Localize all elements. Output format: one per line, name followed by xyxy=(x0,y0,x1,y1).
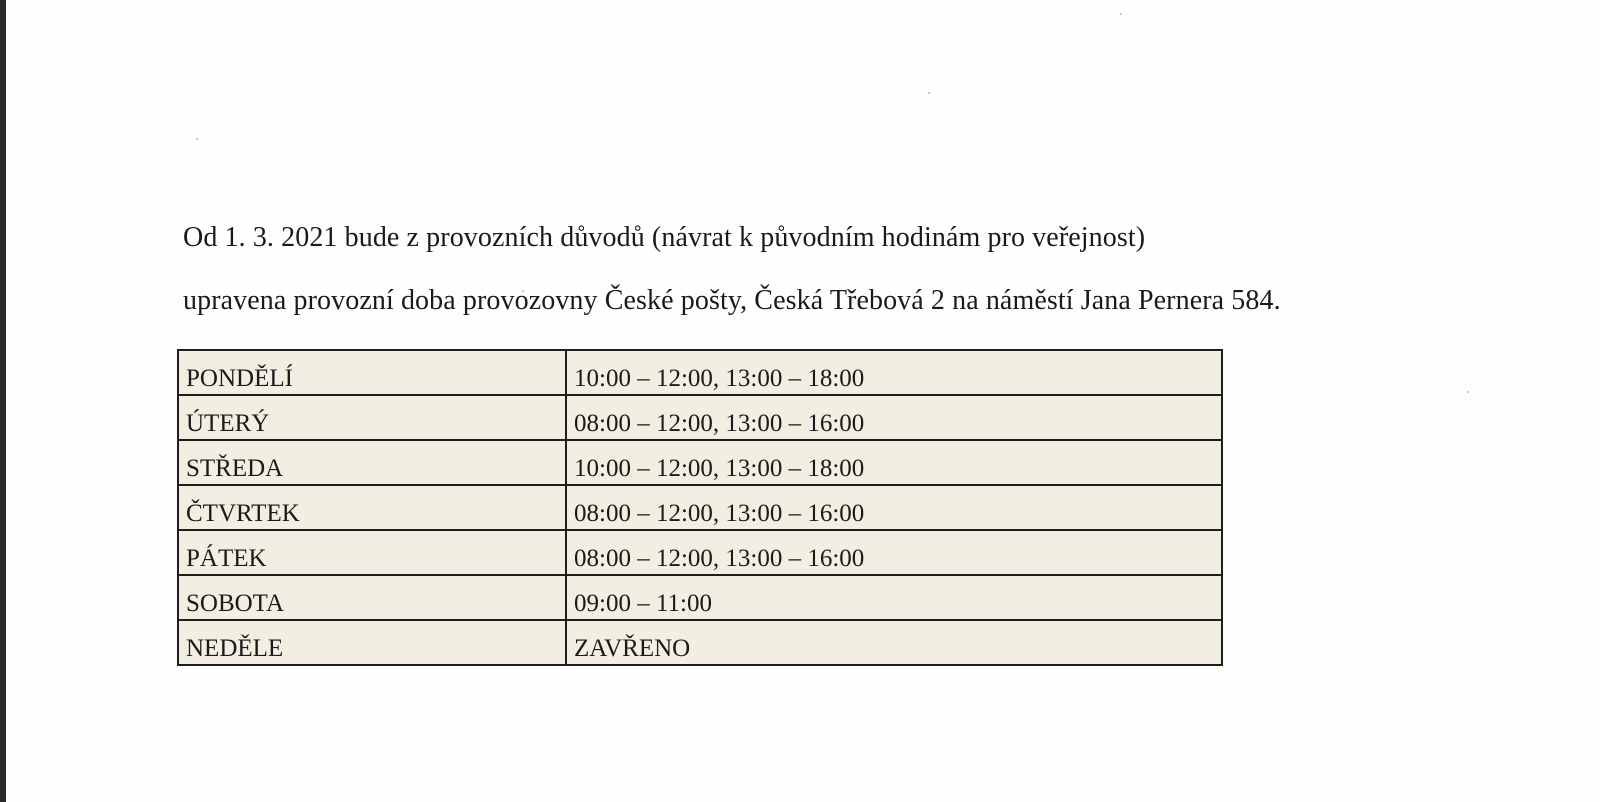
day-cell: ÚTERÝ xyxy=(178,395,566,440)
table-row xyxy=(178,485,1222,530)
hours-cell: 10:00 – 12:00, 13:00 – 18:00 xyxy=(566,440,1222,485)
table-row xyxy=(178,530,1222,575)
day-cell: STŘEDA xyxy=(178,440,566,485)
hours-cell: 08:00 – 12:00, 13:00 – 16:00 xyxy=(566,395,1222,440)
opening-hours-table xyxy=(177,349,1223,666)
day-cell: SOBOTA xyxy=(178,575,566,620)
scan-speck xyxy=(196,138,198,140)
table-row xyxy=(178,440,1222,485)
table-row xyxy=(178,395,1222,440)
notice-line-2: upravena provozní doba provozovny České pošty, Česká Třebová 2 na náměstí Jana Pernera 584. xyxy=(183,285,1281,316)
scan-speck xyxy=(1467,391,1469,393)
day-cell: PÁTEK xyxy=(178,530,566,575)
scan-speck xyxy=(928,92,930,94)
hours-cell: 08:00 – 12:00, 13:00 – 16:00 xyxy=(566,485,1222,530)
scan-speck xyxy=(1120,13,1122,15)
table-row xyxy=(178,350,1222,395)
table-row xyxy=(178,575,1222,620)
day-cell: PONDĚLÍ xyxy=(178,350,566,395)
scan-edge-shadow xyxy=(0,0,6,802)
day-cell: ČTVRTEK xyxy=(178,485,566,530)
hours-cell: 09:00 – 11:00 xyxy=(566,575,1222,620)
day-cell: NEDĚLE xyxy=(178,620,566,665)
hours-cell: 08:00 – 12:00, 13:00 – 16:00 xyxy=(566,530,1222,575)
hours-cell: ZAVŘENO xyxy=(566,620,1222,665)
hours-cell: 10:00 – 12:00, 13:00 – 18:00 xyxy=(566,350,1222,395)
table-row xyxy=(178,620,1222,665)
notice-line-1: Od 1. 3. 2021 bude z provozních důvodů (návrat k původním hodinám pro veřejnost) xyxy=(183,222,1146,253)
